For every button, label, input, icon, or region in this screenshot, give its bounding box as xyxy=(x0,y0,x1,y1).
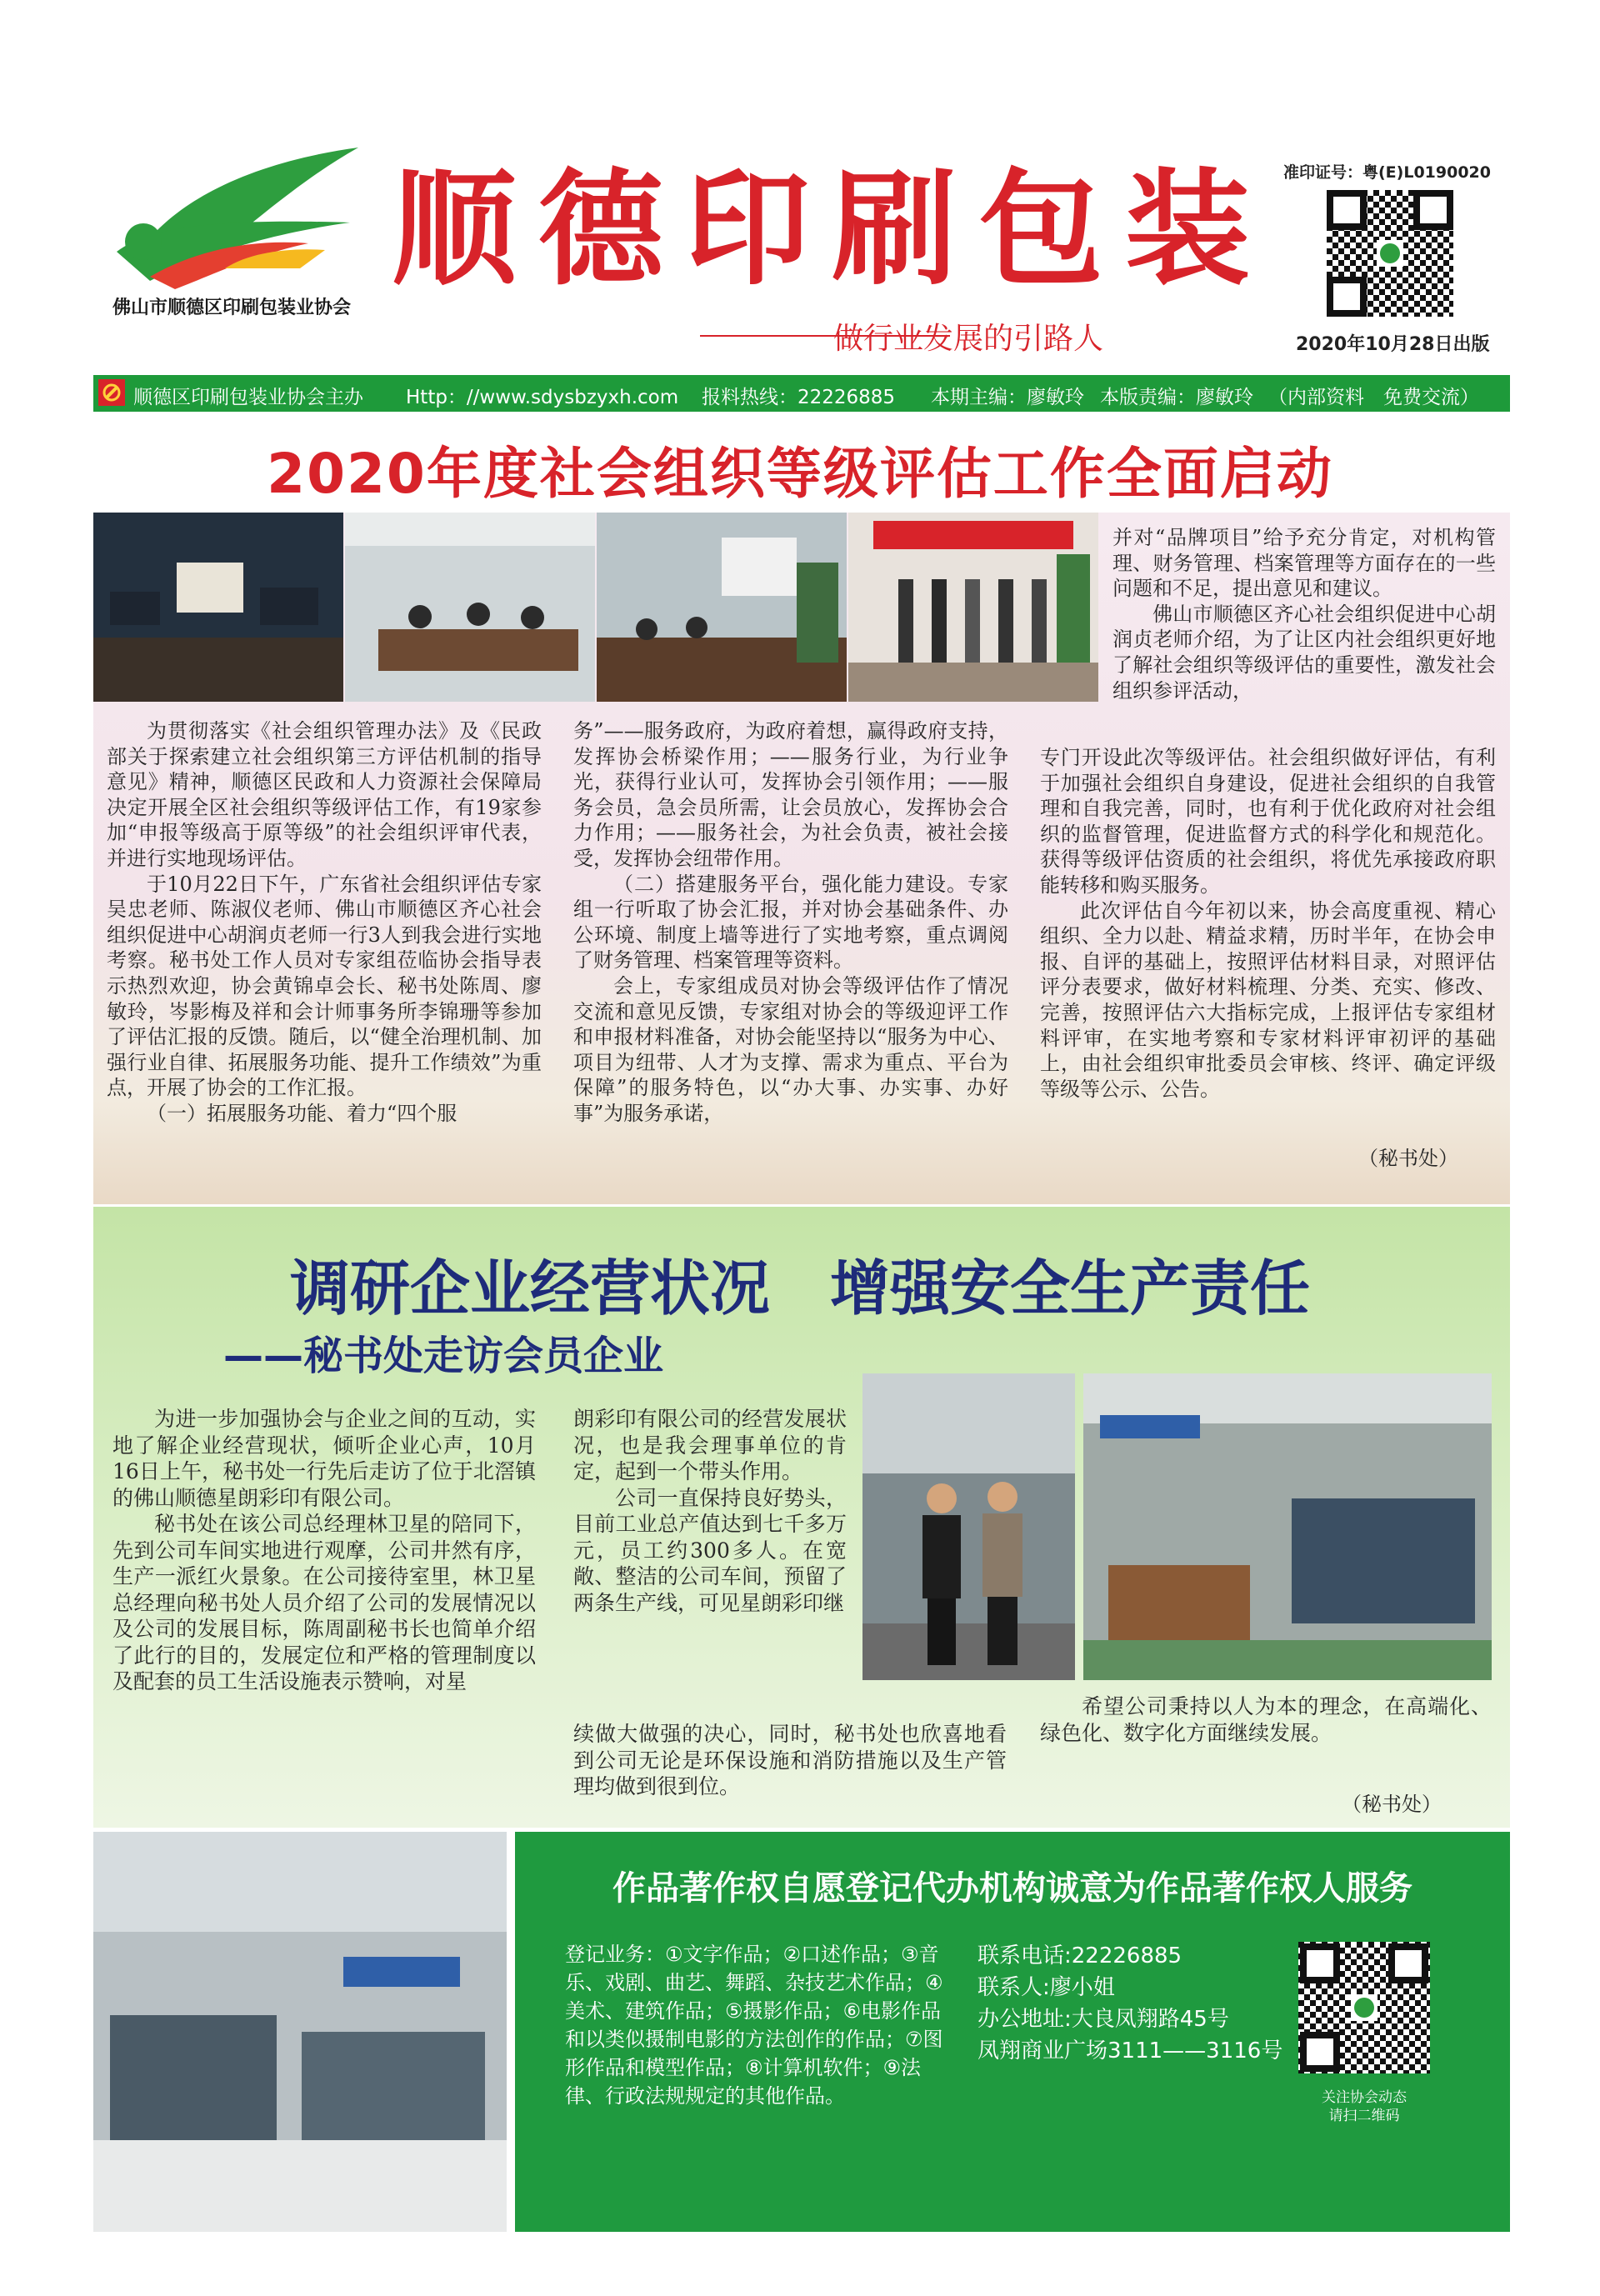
group-photo xyxy=(848,513,1098,702)
website-link[interactable]: Http：//www.sdysbzyxh.com xyxy=(406,387,679,408)
qr-code-icon[interactable] xyxy=(1327,190,1453,317)
host-org: 顺德区印刷包装业协会主办 xyxy=(133,387,363,408)
qr-frame xyxy=(1298,1942,1430,2073)
copyright-title: 作品著作权自愿登记代办机构诚意为作品著作权人服务 xyxy=(612,1869,1412,1908)
contact-person: 联系人:廖小姐 xyxy=(978,1975,1115,2000)
association-logo xyxy=(100,143,367,293)
article2-col2-wide: 续做大做强的决心，同时，秘书处也欣喜地看到公司无论是环保设施和消防措施以及生产管理均做到很到位。 xyxy=(573,1722,1007,1798)
permit-number: 准印证号：粤(E)L0190020 xyxy=(1283,163,1491,182)
logo-org-name: 佛山市顺德区印刷包装业协会 xyxy=(112,297,352,318)
article2-signature: （秘书处） xyxy=(1342,1793,1442,1816)
meeting-photo-2 xyxy=(345,513,595,702)
article2-col3: 希望公司秉持以人为本的理念，在高端化、绿色化、数字化方面继续发展。 xyxy=(1040,1694,1492,1745)
meeting-photo-3 xyxy=(597,513,847,702)
article2-headline: 调研企业经营状况 增强安全生产责任 xyxy=(289,1253,1310,1323)
contact-address-1: 办公地址:大良凤翔路45号 xyxy=(978,2007,1229,2032)
info-bar xyxy=(93,375,1510,412)
meeting-photo-1 xyxy=(93,513,343,702)
article1-col2: 务”——服务政府，为政府着想，赢得政府支持，发挥协会桥梁作用；——服务行业，为行业争光，获得行业认可，发挥协会引领作用；——服务会员，急会员所需，让会员放心，发挥协会合力作用；——服务社会，为社会负责，被社会接受，发挥协会纽带作用。 （二）搭建服务平台，强化能力建设。专家组一行听取了协会汇报，并对协会基础条件、办公环境、制度上墙等进行了实地考察，重点调阅了财务管理、档案管理等资料。 会上，专家组成员对协会等级评估作了情况交流和意见反馈，专家组对协会的等级迎评工作和申报材料准备，对协会能坚持以“服务为中心、项目为纽带、人才为支撑、需求为重点、平台为保障”的服务特色，以“办大事、办实事、办好事”为服务承诺， xyxy=(573,719,1008,1125)
article1-col1: 为贯彻落实《社会组织管理办法》及《民政部关于探索建立社会组织第三方评估机制的指导意见》精神，顺德区民政和人力资源社会保障局决定开展全区社会组织等级评估工作，有19家参加“申报等级高于原等级”的社会组织评审代表，并进行实地现场评估。 于10月22日下午，广东省社会组织评估专家吴忠老师、陈淑仪老师、佛山市顺德区齐心社会组织促进中心胡润贞老师一行3人到我会进行实地考察。秘书处工作人员对专家组莅临协会指导表示热烈欢迎，协会黄锦卓会长、秘书处陈周、廖敏玲，岑影梅及祥和会计师事务所李锦珊等参加了评估汇报的反馈。随后，以“健全治理机制、加强行业自律、拓展服务功能、提升工作绩效”为重点，开展了协会的工作汇报。 （一）拓展服务功能、着力“四个服 xyxy=(107,719,542,1125)
masthead-title: 顺德印刷包装 xyxy=(392,156,1272,303)
contact-address-2: 凤翔商业广场3111——3116号 xyxy=(978,2038,1283,2063)
article2-col1: 为进一步加强协会与企业之间的互动，实地了解企业经营现状，倾听企业心声，10月16日上午，秘书处一行先后走访了位于北滘镇的佛山顺德星朗彩印有限公司。 秘书处在该公司总经理林卫星的陪同下，先到公司车间实地进行观摩，公司井然有序，生产一派红火景象。在公司接待室里，林卫星总经理向秘书处人员介绍了公司的发展情况以及公司的发展目标，陈周副秘书长也简单介绍了此行的目的，发展定位和严格的管理制度以及配套的员工生活设施表示赞响，对星 xyxy=(112,1407,536,1693)
qr-caption: 关注协会动态 请扫二维码 xyxy=(1322,2089,1407,2124)
article2-subtitle: ——秘书处走访会员企业 xyxy=(223,1333,664,1379)
chief-editor: 本期主编：廖敏玲 xyxy=(931,387,1084,408)
hotline: 报料热线：22226885 xyxy=(702,387,896,408)
copyright-contact xyxy=(978,1940,1294,2067)
publication-date: 2020年10月28日出版 xyxy=(1296,334,1490,355)
copyright-services: 登记业务：①文字作品；②口述作品；③音乐、戏剧、曲艺、舞蹈、杂技艺术作品；④美术、建筑作品；⑤摄影作品；⑥电影作品和以类似摄制电影的方法创作的作品；⑦图形作品和模型作品；⑧计算机软件；⑨法律、行政法规规定的其他作品。 xyxy=(565,1943,943,2108)
factory-photo xyxy=(93,1832,507,2232)
internal-note: （内部资料 免费交流） xyxy=(1268,387,1479,408)
visit-photo-people xyxy=(862,1373,1075,1680)
contact-phone: 联系电话:22226885 xyxy=(978,1943,1182,1968)
copyright-ad-box xyxy=(515,1832,1510,2232)
slogan: 做行业发展的引路人 xyxy=(833,322,1104,356)
article2-col2: 朗彩印有限公司的经营发展状况，也是我会理事单位的肯定，起到一个带头作用。 公司一直保持良好势头，目前工业总产值达到七千多万元，员工约300多人。在宽敞、整洁的公司车间，预留了两条生产线，可见星朗彩印继 xyxy=(573,1407,847,1615)
article1-headline: 2020年度社会组织等级评估工作全面启动 xyxy=(267,442,1333,506)
article1-col3-top: 并对“品牌项目”给予充分肯定，对机构管理、财务管理、档案管理等方面存在的一些问题和不足，提出意见和建议。 佛山市顺德区齐心社会组织促进中心胡润贞老师介绍，为了让区内社会组织更好地了解社会组织等级评估的重要性，激发社会组织参评活动， xyxy=(1112,526,1496,703)
page-editor: 本版责编：廖敏玲 xyxy=(1100,387,1253,408)
party-emblem-icon xyxy=(98,379,125,406)
visit-photo-workshop xyxy=(1083,1373,1492,1680)
article1-signature: （秘书处） xyxy=(1358,1147,1458,1170)
article1-col3-wide: 专门开设此次等级评估。社会组织做好评估，有利于加强社会组织自身建设，促进社会组织的自我管理和自我完善，同时，也有利于优化政府对社会组织的监督管理，促进监督方式的科学化和规范化。获得等级评估资质的社会组织，将优先承接政府职能转移和购买服务。 此次评估自今年初以来，协会高度重视、精心组织、全力以赴、精益求精，历时半年，在协会申报、自评的基础上，按照评估材料目录，对照评估评分表要求，做好材料梳理、分类、充实、修改、完善，按照评估六大指标完成，上报评估专家组材料评审，在实地考察和专家材料评审初评的基础上，由社会组织审批委员会审核、终评、确定评级等级等公示、公告。 xyxy=(1040,746,1496,1101)
qr-code-icon[interactable] xyxy=(1298,1942,1430,2073)
